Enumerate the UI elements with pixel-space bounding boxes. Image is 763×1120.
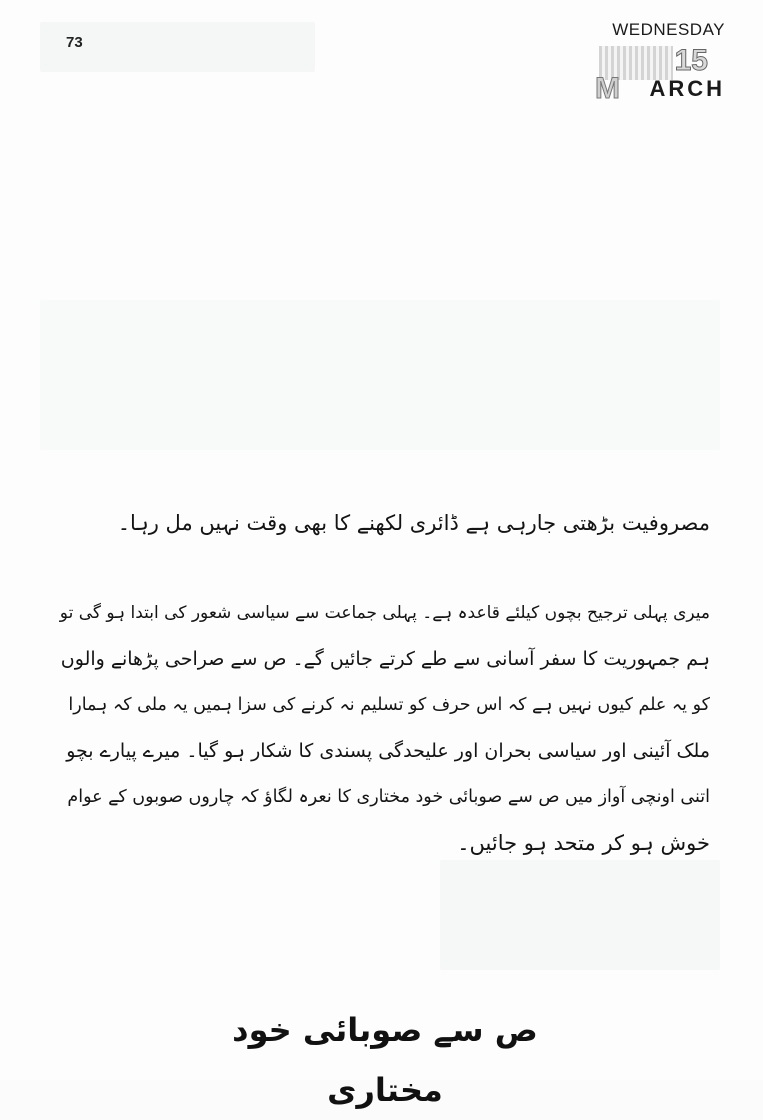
paragraph-line: ہم جمہوریت کا سفر آسانی سے طے کرتے جائیں گے۔ ص سے صراحی پڑھانے والوں: [60, 648, 710, 670]
entry-intro: [60, 500, 710, 546]
entry-heading: ص سے صوبائی خود مختاری: [232, 1011, 538, 1109]
entry-paragraph: [60, 590, 710, 866]
page-number: 73: [66, 34, 83, 51]
paragraph-line: ملک آئینی اور سیاسی بحران اور علیحدگی پسندی کا شکار ہو گیا۔ میرے پیارے بچو: [66, 740, 710, 762]
paragraph-line: کو یہ علم کیوں نہیں ہے کہ اس حرف کو تسلیم نہ کرنے کی سزا ہمیں یہ ملی کہ ہمارا: [68, 695, 710, 715]
month-label: ARCH: [649, 76, 725, 101]
show-through-mark: [40, 300, 720, 450]
date-header: [595, 14, 725, 110]
paragraph-line: اتنی اونچی آواز میں ص سے صوبائی خود مختاری کا نعرہ لگاؤ کہ چاروں صوبوں کے عوام: [67, 787, 710, 807]
intro-line: مصروفیت بڑھتی جارہی ہے ڈائری لکھنے کا بھی وقت نہیں مل رہا۔: [117, 511, 710, 535]
month-initial: M: [595, 72, 620, 105]
paragraph-line: میری پہلی ترجیح بچوں کیلئے قاعدہ ہے۔ پہلی جماعت سے سیاسی شعور کی ابتدا ہو گی تو: [59, 603, 710, 623]
show-through-mark: [440, 860, 720, 970]
day-number: 15: [674, 44, 708, 77]
weekday-label: WEDNESDAY: [612, 20, 725, 39]
paragraph-line: خوش ہو کر متحد ہو جائیں۔: [457, 831, 710, 855]
